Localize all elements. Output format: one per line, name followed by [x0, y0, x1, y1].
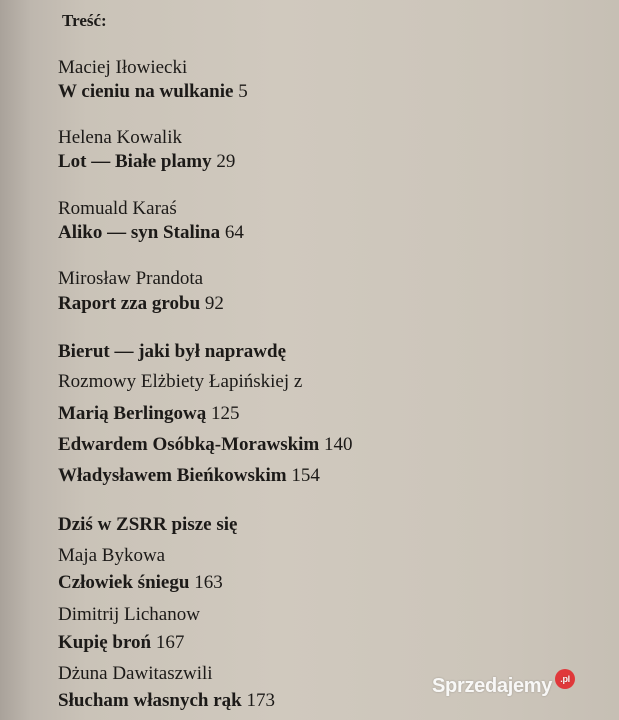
entry-page: 173 — [246, 690, 275, 711]
entry-page: 140 — [324, 434, 353, 455]
interviewee-name: Władysławem Bieńkowskim — [58, 465, 287, 486]
interview-line — [58, 404, 240, 423]
section-title-bierut: Bierut — jaki był naprawdę — [58, 341, 287, 362]
entry-title: Aliko — syn Stalina — [58, 222, 221, 243]
interviewee-name: Edwardem Osóbką-Morawskim — [58, 434, 320, 455]
entry-author: Romuald Karaś — [58, 198, 177, 219]
entry-title-line — [58, 223, 244, 242]
interview-line — [58, 466, 320, 485]
section-intro: Rozmowy Elżbiety Łapińskiej z — [58, 371, 303, 392]
entry-author: Dimitrij Lichanow — [58, 604, 200, 625]
entry-title: W cieniu na wulkanie — [58, 81, 234, 102]
entry-author: Dżuna Dawitaszwili — [58, 663, 213, 684]
entry-page: 29 — [216, 151, 236, 172]
watermark-badge: .pl — [555, 669, 575, 689]
entry-author: Maja Bykowa — [58, 545, 166, 566]
entry-page: 163 — [194, 572, 223, 593]
entry-title: Lot — Białe plamy — [58, 151, 212, 172]
entry-page: 64 — [224, 222, 244, 243]
entry-title-line — [58, 82, 248, 101]
entry-page: 5 — [238, 81, 248, 102]
entry-page: 92 — [204, 293, 224, 314]
entry-title-line — [58, 294, 224, 313]
entry-title: Człowiek śniegu — [58, 572, 190, 593]
entry-page: 167 — [155, 632, 185, 653]
entry-title-line — [58, 573, 223, 592]
entry-title-line — [58, 691, 275, 710]
entry-title: Kupię broń — [58, 632, 152, 653]
entry-author: Maciej Iłowiecki — [58, 57, 188, 78]
interviewee-name: Marią Berlingową — [58, 403, 207, 424]
watermark-logo — [432, 672, 575, 700]
section-title-zsrr: Dziś w ZSRR pisze się — [58, 514, 238, 535]
contents-heading: Treść: — [62, 11, 107, 30]
watermark-text: Sprzedajemy — [432, 674, 553, 697]
entry-page: 125 — [211, 403, 240, 424]
entry-title: Słucham własnych rąk — [58, 690, 242, 711]
entry-title-line — [58, 633, 184, 652]
entry-title: Raport zza grobu — [58, 293, 201, 314]
entry-page: 154 — [291, 465, 320, 486]
entry-author: Helena Kowalik — [58, 127, 182, 148]
interview-line — [58, 435, 353, 454]
entry-author: Mirosław Prandota — [58, 268, 204, 289]
entry-title-line — [58, 152, 235, 171]
